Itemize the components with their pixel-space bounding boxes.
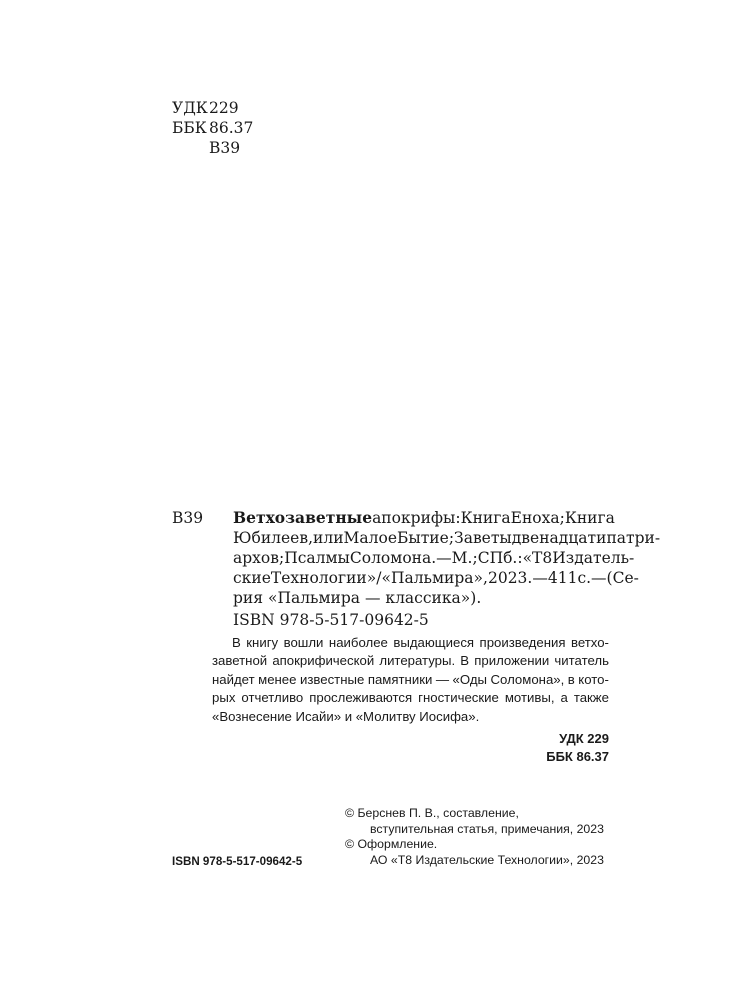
udk-value: 229 [209, 99, 239, 117]
annotation-word: а [560, 690, 568, 706]
entry-line [233, 528, 661, 548]
entry-word: Еноха [510, 509, 560, 527]
entry-word: — [436, 549, 452, 567]
annotation-word: в [567, 671, 575, 687]
annotation-word: отчетливо [241, 690, 304, 706]
entry-word: или [313, 529, 344, 547]
annotation-word: произведения [479, 635, 566, 650]
annotation-word: В [460, 653, 470, 669]
entry-word: ; [278, 549, 285, 567]
annotation-word: рых [212, 690, 236, 706]
annotation-word: читатель [554, 653, 609, 669]
entry-word: апокрифы [372, 509, 456, 527]
entry-word: патри- [606, 529, 661, 547]
entry-word: Издатель- [552, 549, 635, 567]
annotation-word: приложении [474, 653, 550, 669]
copyright-line-contents: вступительная статья, примечания, 2023 [370, 821, 604, 836]
entry-line [233, 548, 635, 568]
author-code-top: В39 [209, 139, 241, 157]
copyright-line-design: © Оформление. [345, 837, 438, 852]
annotation-word: прослеживаются [309, 690, 413, 706]
entry-word: — [591, 569, 607, 587]
entry-word: Книга [460, 509, 511, 527]
annotation-word: найдет [212, 671, 255, 687]
entry-word: М. [451, 549, 473, 567]
bbk-bottom: ББК 86.37 [546, 749, 609, 764]
entry-word: (Се- [606, 569, 639, 587]
entry-word: ; [472, 549, 478, 567]
entry-word: 411 [547, 569, 578, 587]
entry-word: Юбилеев, [233, 529, 314, 547]
annotation-word: апокрифической [272, 653, 375, 669]
annotation [212, 634, 609, 726]
entry-word: архов [233, 549, 279, 567]
annotation-word: «Оды [452, 671, 488, 687]
classification-top [172, 98, 253, 158]
udk-label: УДК [172, 99, 208, 117]
annotation-line [212, 634, 609, 652]
bbk-label: ББК [172, 119, 207, 137]
annotation-word: мотивы, [504, 690, 555, 706]
entry-word: : [455, 509, 461, 527]
classification-bottom [480, 730, 609, 766]
author-code-entry: В39 [172, 509, 204, 527]
annotation-word: известные [299, 671, 365, 687]
entry-word: : [517, 549, 523, 567]
annotation-line [212, 671, 609, 689]
udk-bottom: УДК 229 [559, 731, 609, 746]
copyright-line-compiler: © Берснев П. В., составление, [345, 806, 519, 820]
annotation-word: В [232, 635, 241, 650]
entry-word: Псалмы [284, 549, 350, 567]
annotation-word: кото- [578, 671, 609, 687]
entry-word: ; [448, 529, 455, 547]
annotation-word: книгу [246, 635, 279, 650]
annotation-word: также [573, 690, 609, 706]
annotation-word: памятники [367, 671, 433, 687]
entry-title-bold: Ветхозаветные [233, 508, 373, 527]
entry-word: Бытие [397, 529, 449, 547]
bbk-value: 86.37 [209, 119, 254, 137]
entry-word: ; [559, 509, 565, 527]
isbn-bottom: ISBN 978-5-517-09642-5 [172, 855, 303, 868]
entry-isbn: ISBN 978-5-517-09642-5 [233, 611, 429, 629]
entry-word: / [376, 569, 382, 587]
annotation-line [212, 689, 609, 707]
annotation-line-last: «Вознесение Исайи» и «Молитву Иосифа». [212, 708, 480, 724]
annotation-word: ветхо- [570, 635, 609, 650]
annotation-word: гностические [418, 690, 499, 706]
annotation-word: выдающиеся [393, 635, 475, 650]
entry-word: ские [233, 569, 271, 587]
entry-line [233, 508, 615, 528]
annotation-word: наиболее [328, 635, 388, 650]
entry-word: «Т8 [522, 549, 553, 567]
annotation-word: менее [258, 671, 297, 687]
udk-row [172, 98, 253, 118]
entry-word: Технологии» [270, 569, 377, 587]
annotation-word: вошли [283, 635, 324, 650]
annotation-line [212, 652, 609, 670]
annotation-word: литературы. [379, 653, 456, 669]
annotation-word: — [435, 671, 450, 687]
entry-line-last: рия «Пальмира — классика»). [233, 589, 482, 607]
entry-word: 2023. [487, 569, 533, 587]
annotation-word: заветной [212, 653, 268, 669]
entry-word: Заветы [454, 529, 512, 547]
copyright-line-publisher: АО «Т8 Издательские Технологии», 2023 [370, 852, 604, 867]
catalog-entry [233, 508, 661, 608]
copyright-block [345, 806, 604, 868]
annotation-word: Соломона», [490, 671, 565, 687]
entry-word: Книга [564, 509, 615, 527]
entry-word: двенадцати [511, 529, 607, 547]
bbk-row [172, 118, 253, 138]
entry-word: Малое [343, 529, 397, 547]
entry-word: Соломона. [349, 549, 437, 567]
entry-word: СПб. [477, 549, 518, 567]
entry-word: «Пальмира», [381, 569, 488, 587]
entry-word: с. [577, 569, 592, 587]
entry-line [233, 568, 639, 588]
entry-word: — [532, 569, 548, 587]
